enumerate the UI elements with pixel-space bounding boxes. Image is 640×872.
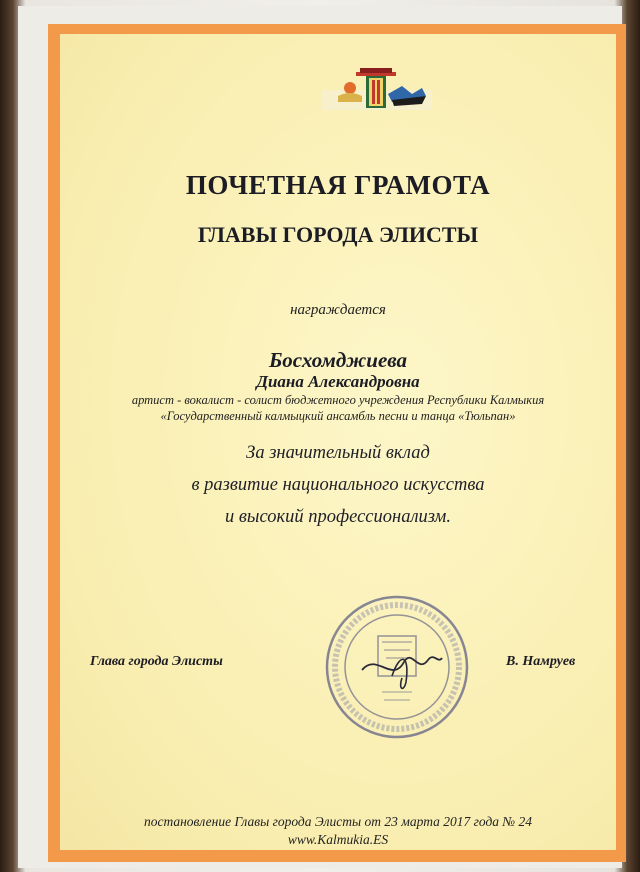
- signatory-name: В. Намруев: [506, 654, 576, 669]
- certificate: [60, 34, 616, 850]
- awarded-label: награждается: [290, 302, 386, 318]
- decree-reference: постановление Главы города Элисты от 23 марта 2017 года № 24: [143, 814, 533, 829]
- official-seal-icon: [322, 592, 472, 742]
- signatory-title: Глава города Элисты: [90, 654, 223, 669]
- recipient-position-line2: «Государственный калмыцкий ансамбль песни и танца «Тюльпан»: [160, 409, 516, 423]
- certificate-subtitle: ГЛАВЫ ГОРОДА ЭЛИСТЫ: [197, 222, 479, 247]
- recipient-name: Диана Александровна: [256, 372, 420, 391]
- elista-coat-of-arms-icon: [322, 66, 432, 114]
- merit-line-1: За значительный вклад: [246, 443, 430, 463]
- merit-line-3: и высокий профессионализм.: [225, 507, 451, 527]
- website: www.Kalmukia.ES: [287, 832, 389, 847]
- recipient-position-line1: артист - вокалист - солист бюджетного учреждения Республики Калмыкия: [131, 393, 545, 407]
- certificate-title: ПОЧЕТНАЯ ГРАМОТА: [185, 170, 491, 200]
- frame-mat: [18, 6, 622, 868]
- certificate-border: [48, 24, 626, 862]
- merit-line-2: в развитие национального искусства: [191, 475, 485, 495]
- recipient-surname: Босхомджиева: [268, 348, 408, 372]
